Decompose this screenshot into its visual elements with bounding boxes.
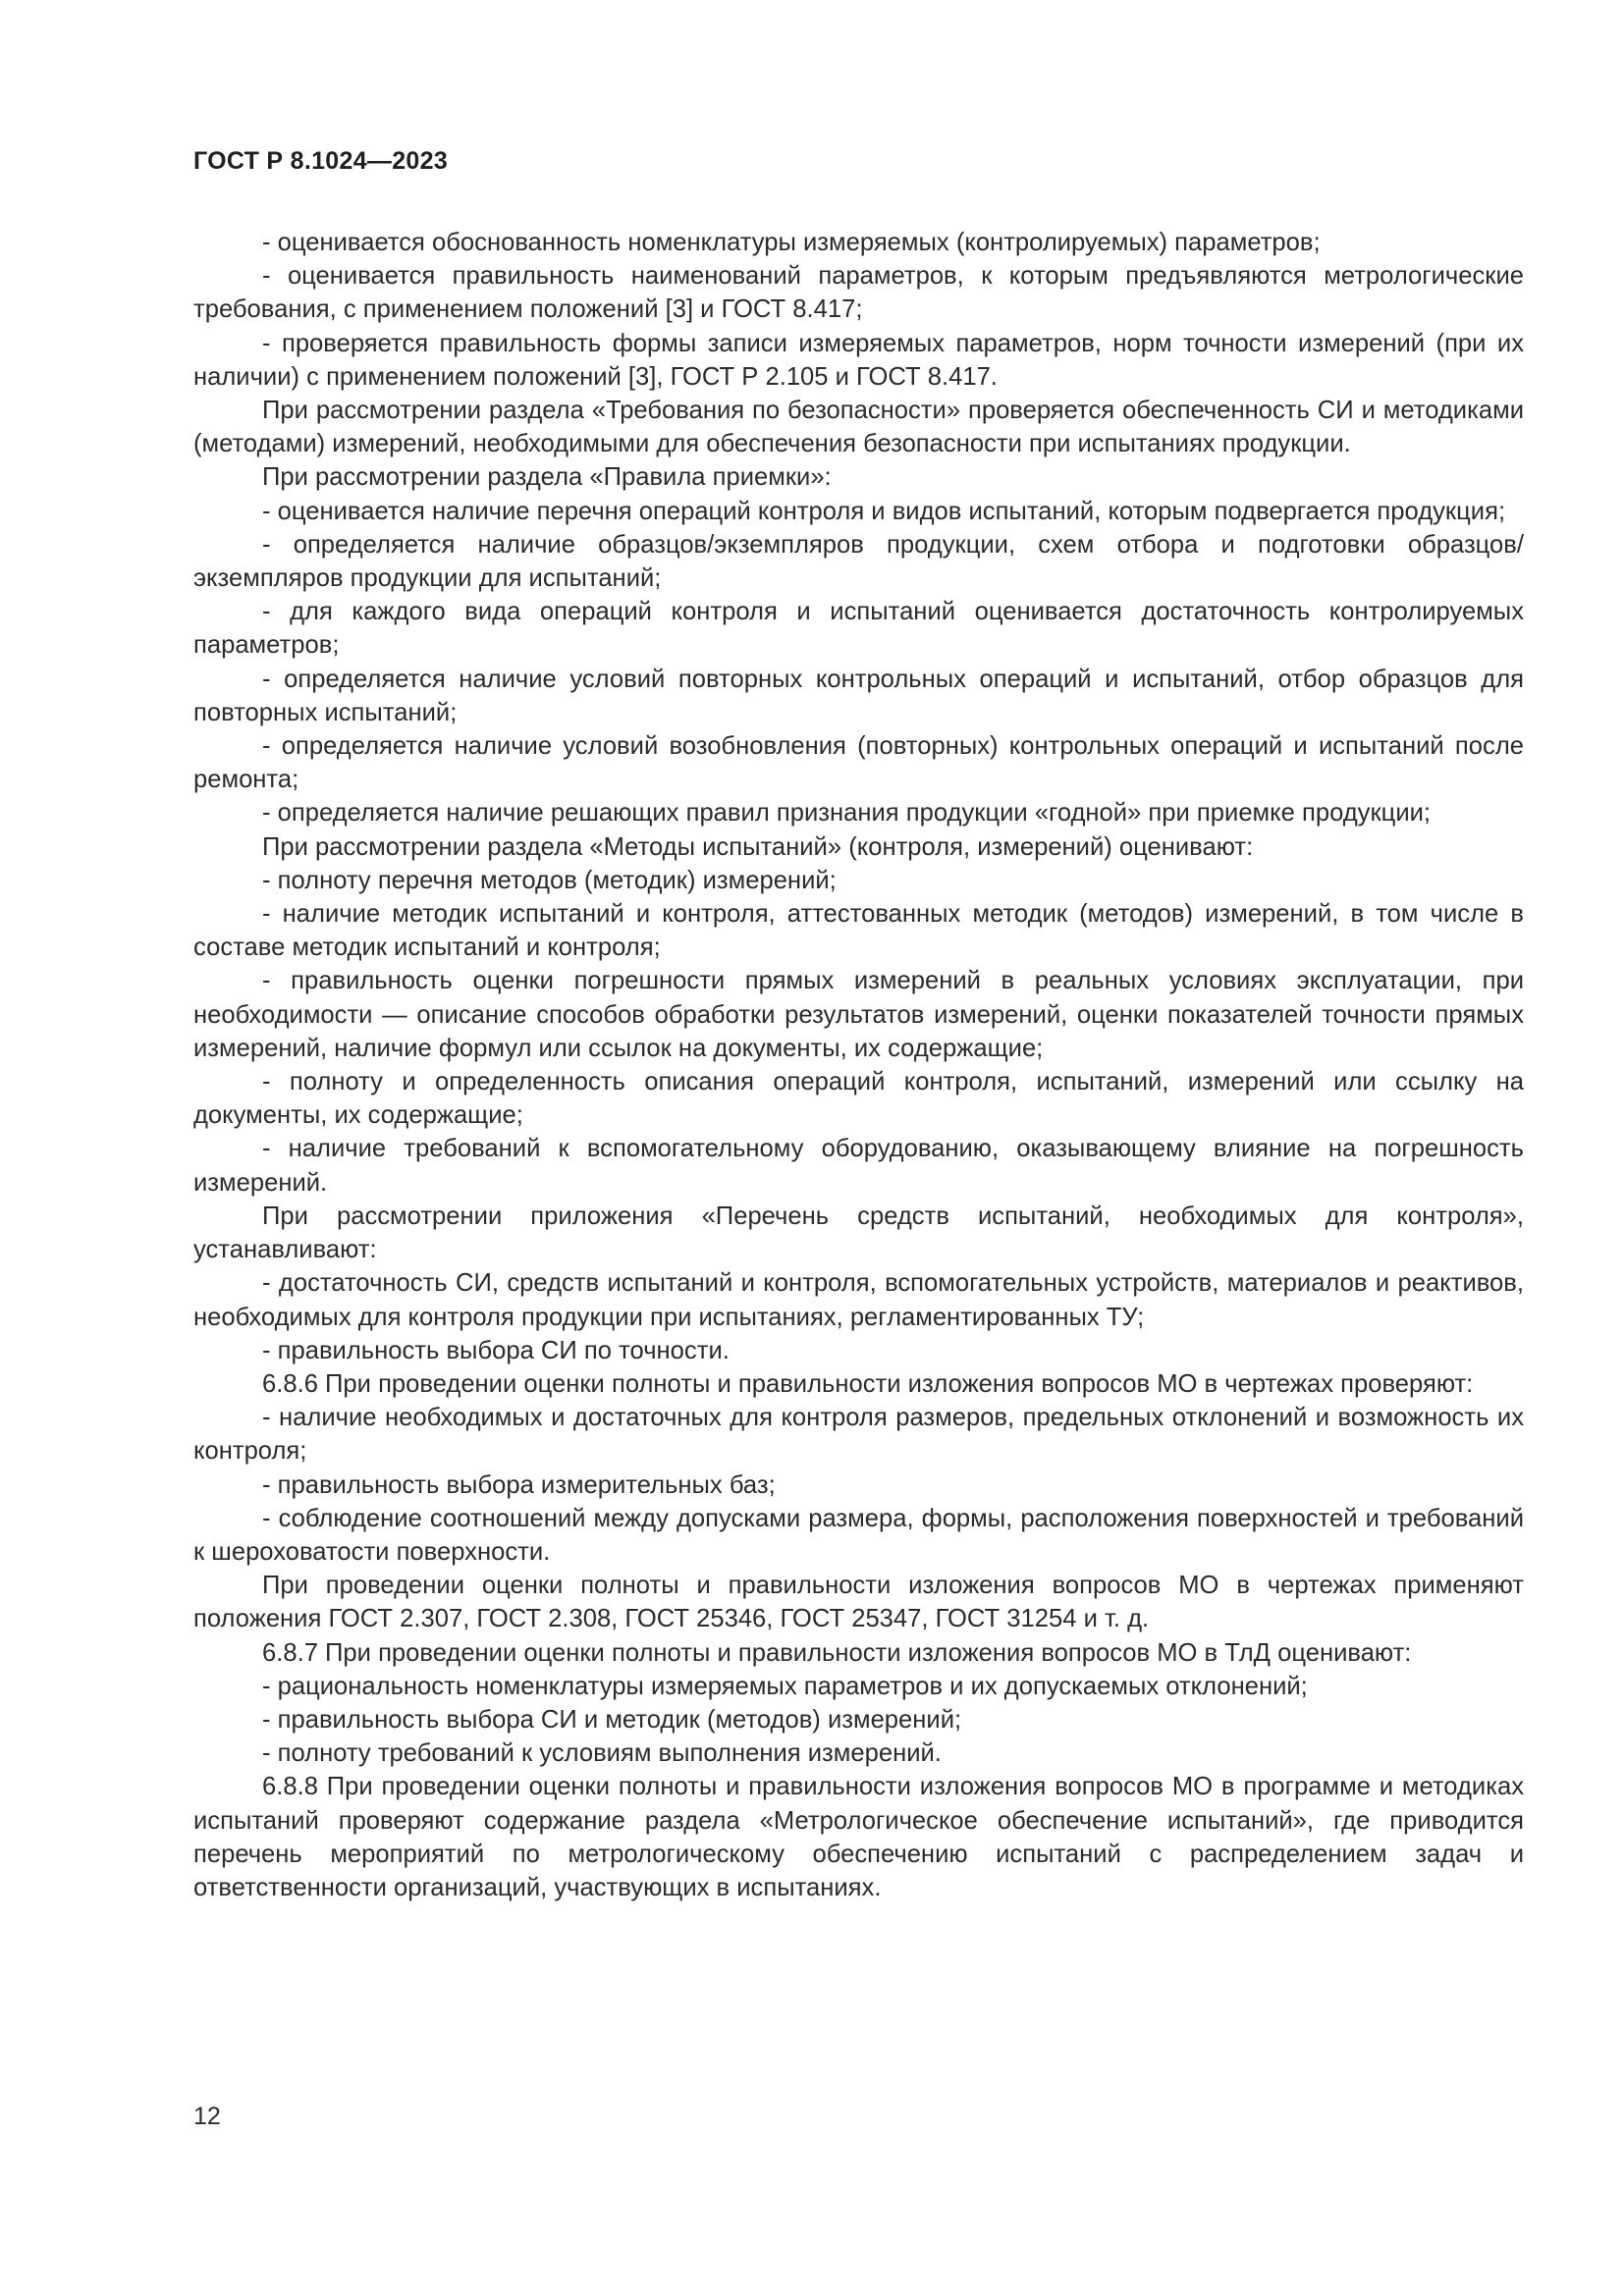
paragraph: При проведении оценки полноты и правильности изложения вопросов МО в чертежах применяют положения ГОСТ 2.307, ГОСТ 2.308, ГОСТ 25346, ГОСТ 25347, ГОСТ 31254 и т. д.: [193, 1572, 1524, 1633]
paragraph: При рассмотрении приложения «Перечень средств испытаний, необходимых для контроля», устанавливают:: [193, 1201, 1524, 1264]
paragraph: - наличие методик испытаний и контроля, аттестованных методик (методов) измерений, в том числе в составе методик испытаний и контроля;: [193, 900, 1524, 962]
paragraph: - правильность оценки погрешности прямых измерений в реальных условиях эксплуатации, при необходимости — описание способов обработки результатов измерений, оценки показателей точности прямых измерений, наличие формул или ссылок на документы, их содержащие;: [193, 967, 1524, 1062]
paragraph: - рациональность номенклатуры измеряемых параметров и их допускаемых отклонений;: [262, 1672, 1308, 1700]
paragraph: - определяется наличие решающих правил признания продукции «годной» при приемке продукции;: [262, 799, 1432, 828]
standard-code-header: ГОСТ Р 8.1024—2023: [193, 147, 449, 175]
paragraph: 6.8.8 При проведении оценки полноты и правильности изложения вопросов МО в программе и методиках испытаний проверяют содержание раздела «Метрологическое обеспечение испытаний», где приводится перечень мероприятий по метрологическому обеспечению испытаний с распределением задач и ответственности организаций, участвующих в испытаниях.: [193, 1773, 1524, 1901]
paragraph: При рассмотрении раздела «Методы испытаний» (контроля, измерений) оценивают:: [262, 832, 1254, 861]
paragraph: 6.8.6 При проведении оценки полноты и правильности изложения вопросов МО в чертежах проверяют:: [262, 1369, 1474, 1398]
paragraph: 6.8.7 При проведении оценки полноты и правильности изложения вопросов МО в ТлД оценивают:: [262, 1638, 1412, 1667]
paragraph: - правильность выбора СИ и методик (методов) измерений;: [262, 1705, 962, 1734]
page-number: 12: [193, 2103, 221, 2130]
paragraph: - достаточность СИ, средств испытаний и контроля, вспомогательных устройств, материалов и реактивов, необходимых для контроля продукции при испытаниях, регламентированных ТУ;: [193, 1269, 1524, 1331]
paragraph: - полноту перечня методов (методик) измерений;: [262, 866, 837, 894]
paragraph: - наличие необходимых и достаточных для контроля размеров, предельных отклонений и возможность их контроля;: [193, 1404, 1524, 1466]
paragraph: - определяется наличие условий повторных контрольных операций и испытаний, отбор образцов для повторных испытаний;: [193, 665, 1524, 726]
paragraph: При рассмотрении раздела «Требования по безопасности» проверяется обеспеченность СИ и методиками (методами) измерений, необходимыми для обеспечения безопасности при испытаниях продукции.: [193, 397, 1524, 458]
paragraph: - правильность выбора СИ по точности.: [262, 1336, 730, 1364]
paragraph: - оценивается наличие перечня операций контроля и видов испытаний, которым подвергается продукция;: [262, 497, 1506, 525]
paragraph: - полноту и определенность описания операций контроля, испытаний, измерений или ссылку на документы, их содержащие;: [193, 1068, 1524, 1130]
paragraph: - для каждого вида операций контроля и испытаний оценивается достаточность контролируемых параметров;: [193, 598, 1524, 660]
paragraph: - определяется наличие образцов/экземпляров продукции, схем отбора и подготовки образцов/ экземпляров продукции для испытаний;: [193, 530, 1524, 593]
paragraph: - правильность выбора измерительных баз;: [262, 1470, 776, 1499]
paragraph: - соблюдение соотношений между допусками размера, формы, расположения поверхностей и требований к шероховатости поверхности.: [193, 1504, 1524, 1566]
paragraph: - определяется наличие условий возобновления (повторных) контрольных операций и испытаний после ремонта;: [193, 732, 1524, 794]
paragraph: - проверяется правильность формы записи измеряемых параметров, норм точности измерений (при их наличии) с применением положений [3], ГОСТ Р 2.105 и ГОСТ 8.417.: [193, 329, 1524, 391]
paragraph: - полноту требований к условиям выполнения измерений.: [262, 1739, 942, 1768]
document-body: [193, 226, 1524, 1904]
paragraph: - оценивается правильность наименований параметров, к которым предъявляются метрологические требования, с применением положений [3] и ГОСТ 8.417;: [193, 262, 1524, 324]
paragraph: При рассмотрении раздела «Правила приемки»:: [262, 463, 832, 492]
paragraph: - оценивается обоснованность номенклатуры измеряемых (контролируемых) параметров;: [262, 229, 1321, 256]
paragraph: - наличие требований к вспомогательному оборудованию, оказывающему влияние на погрешность измерений.: [193, 1135, 1524, 1197]
